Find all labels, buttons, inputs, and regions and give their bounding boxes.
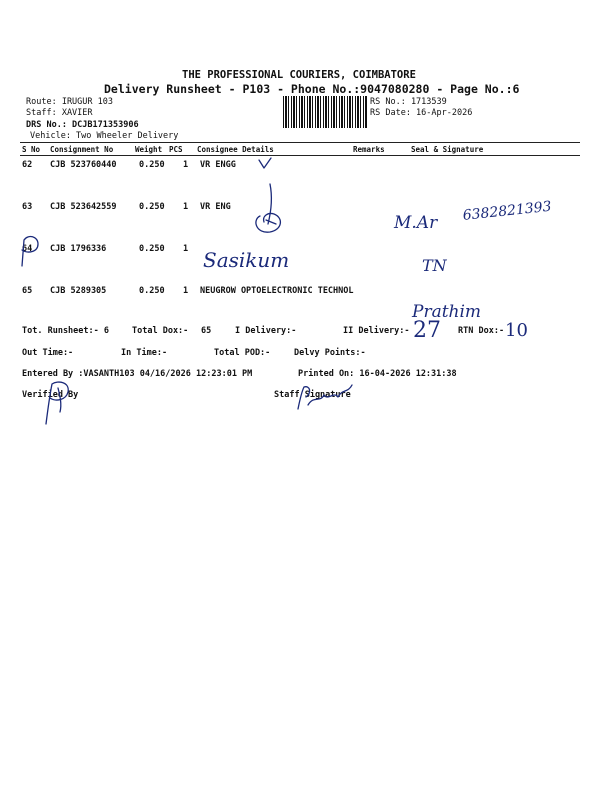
rtn-dox: RTN Dox:- [458, 326, 505, 336]
row-weight: 0.250 [139, 160, 165, 170]
verified-by: Verified By [22, 390, 79, 400]
row64-receiver-name: Sasikum [203, 248, 290, 272]
staff-signature: Staff Signature [274, 390, 351, 400]
runsheet-title: Delivery Runsheet - P103 - Phone No.:9047080280 - Page No.:6 [104, 82, 520, 96]
row-consignee: VR ENGG [200, 160, 236, 170]
rtn-dox-value: 10 [505, 320, 528, 341]
row-consignment: CJB 523642559 [50, 202, 117, 212]
row-consignee: NEUGROW OPTOELECTRONIC TECHNOL [200, 286, 354, 296]
row-pcs: 1 [183, 286, 189, 296]
row-consignment: CJB 5289305 [50, 286, 107, 296]
total-dox-value: 65 [201, 326, 212, 336]
tick-mark-icon [255, 156, 275, 176]
col-consignment: Consignment No [50, 145, 114, 154]
entered-by: Entered By :VASANTH103 04/16/2026 12:23:01 PM [22, 369, 253, 379]
i-delivery: I Delivery:- [235, 326, 297, 336]
row-sno: 65 [22, 286, 33, 296]
out-time: Out Time:- [22, 348, 74, 358]
col-consignee: Consignee Details [197, 145, 274, 154]
total-pod: Total POD:- [214, 348, 271, 358]
row-sno: 64 [22, 244, 33, 254]
row-weight: 0.250 [139, 286, 165, 296]
row63-receiver-name: M.Ar [394, 213, 438, 233]
row-pcs: 1 [183, 202, 189, 212]
row-consignee: VR ENG [200, 202, 231, 212]
company-title: THE PROFESSIONAL COURIERS, COIMBATORE [182, 69, 416, 81]
total-dox-label: Total Dox:- [132, 326, 189, 336]
row63-receiver-phone: 6382821393 [462, 198, 553, 224]
row-weight: 0.250 [139, 202, 165, 212]
total-runsheet: Tot. Runsheet:- 6 [22, 326, 109, 336]
ii-delivery-value: 27 [413, 318, 441, 343]
verified-signature [38, 378, 78, 428]
row64-p-mark [16, 232, 42, 268]
col-pcs: PCS [169, 145, 183, 154]
receiver-stamp-scribble [248, 180, 298, 240]
row65-receiver-signature: Prathim [412, 302, 482, 322]
staff: Staff: XAVIER [26, 108, 93, 118]
row-weight: 0.250 [139, 244, 165, 254]
row64-receiver-initials: TN [422, 256, 447, 275]
row-sno: 63 [22, 202, 33, 212]
row-pcs: 1 [183, 160, 189, 170]
printed-on: Printed On: 16-04-2026 12:31:38 [298, 369, 457, 379]
ii-delivery: II Delivery:- [343, 326, 410, 336]
barcode [283, 96, 368, 128]
col-sno: S No [22, 145, 41, 154]
row-consignment: CJB 523760440 [50, 160, 117, 170]
rs-date: RS Date: 16-Apr-2026 [370, 108, 473, 118]
route: Route: IRUGUR 103 [26, 97, 113, 107]
staff-signature-scribble [294, 381, 356, 415]
row-consignment: CJB 1796336 [50, 244, 107, 254]
col-weight: Weight [135, 145, 163, 154]
row-pcs: 1 [183, 244, 189, 254]
col-seal: Seal & Signature [411, 145, 484, 154]
header-top-rule [20, 142, 580, 143]
in-time: In Time:- [121, 348, 168, 358]
header-bottom-rule [20, 155, 580, 156]
rs-number: RS No.: 1713539 [370, 97, 447, 107]
col-remarks: Remarks [353, 145, 385, 154]
vehicle: Vehicle: Two Wheeler Delivery [30, 131, 179, 141]
drs-number: DRS No.: DCJB171353906 [26, 120, 139, 130]
row-sno: 62 [22, 160, 33, 170]
delivery-points: Delvy Points:- [294, 348, 366, 358]
